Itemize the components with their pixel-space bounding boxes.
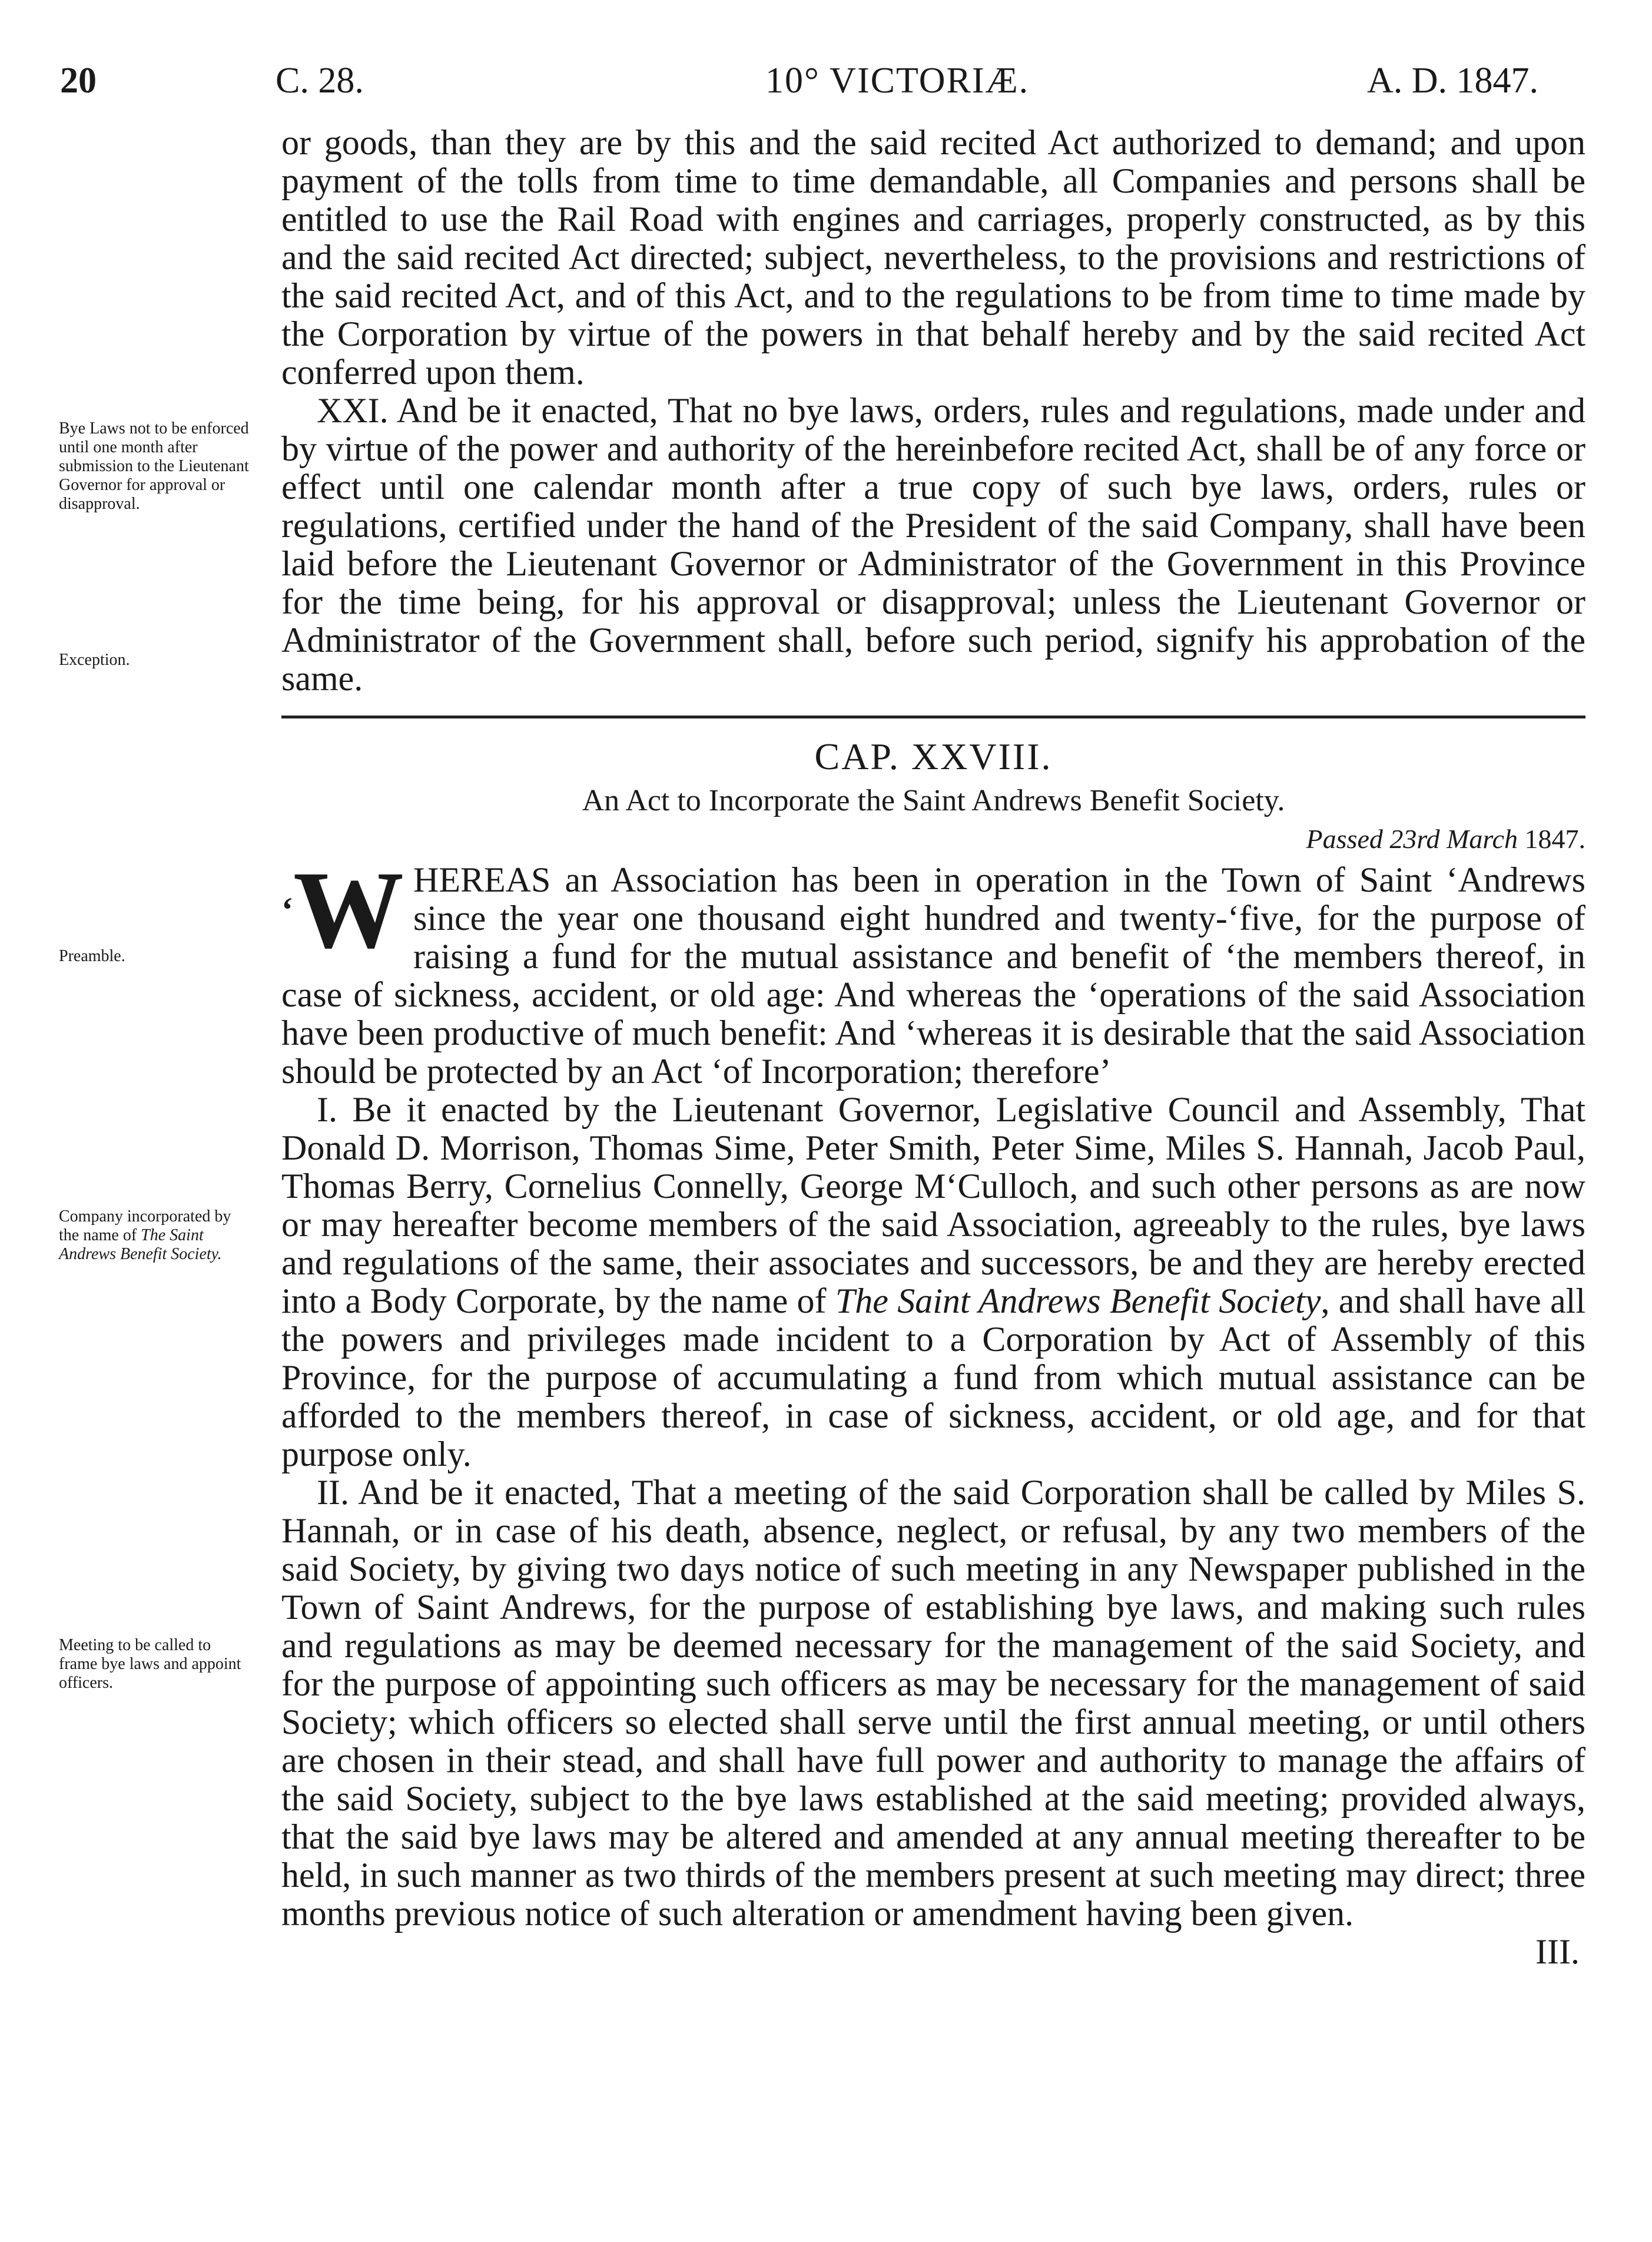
margin-note-incorporated-text: Company incorporated by the name of <box>59 1207 231 1244</box>
catchword-text: III. <box>1535 1932 1580 1971</box>
margin-note-bye-laws: Bye Laws not to be enforced until one month after submission to the Lieutenant Governor for approval or disapproval. <box>59 419 249 513</box>
anno-domini: A. D. 1847. <box>1367 61 1539 101</box>
catchword <box>281 1933 1585 1971</box>
margin-note-preamble: Preamble. <box>59 947 125 965</box>
section-i-text-1: I. Be it enacted by the Lieutenant Governor, Legislative Council and Assembly, That Donald D. Morrison, Thomas Sime, Peter Smith, Peter Sime, Miles S. Hannah, Jacob Paul, Thomas Berry, Cornelius Connelly, George M‘Culloch, and such other persons as are now or may hereafter become members of the said Association, agreeably to the rules, bye laws and regulations of the same, their associates and successors, be and they are hereby erected into a Body Corporate, by the name of <box>281 1090 1585 1320</box>
margin-note-exception: Exception. <box>59 651 130 669</box>
page-number: 20 <box>60 61 97 101</box>
act-title: An Act to Incorporate the Saint Andrews Benefit Society. <box>582 784 1285 817</box>
margin-note-meeting: Meeting to be called to frame bye laws and appoint officers. <box>59 1636 241 1692</box>
preamble-open-quote: ‘ <box>281 890 293 929</box>
section-divider <box>281 716 1585 718</box>
regnal-year: 10° VICTORIÆ. <box>765 61 1030 101</box>
section-i-text-2: , and shall have all the powers and privileges made incident to a Corporation by Act of Assembly of this Province, for the purpose of accumulating a fund from which mutual assistance can be afforded to the members thereof, in case of sickness, accident, or old age, and for that purpose only. <box>281 1281 1585 1473</box>
passed-date <box>281 822 1585 856</box>
society-name: The Saint Andrews Benefit Society <box>835 1281 1321 1320</box>
section-xxi: XXI. And be it enacted, That no bye laws, orders, rules and regulations, made under and by virtue of the power and authority of the hereinbefore recited Act, shall be of any force or effect until one calendar month after a true copy of such bye laws, orders, rules or regulations, certified under the hand of the President of the said Company, shall have been laid before the Lieutenant Governor or Administrator of the Government in this Province for the time being, for his approval or disapproval; unless the Lieutenant Governor or Administrator of the Government shall, before such period, signify his approbation of the same. <box>281 391 1585 698</box>
margin-note-incorporated-italic: The Saint Andrews Benefit Society. <box>59 1226 222 1263</box>
chapter-label: C. 28. <box>276 61 364 101</box>
section-xx-continued: or goods, than they are by this and the said recited Act authorized to demand; and upon payment of the tolls from time to time demandable, all Companies and persons shall be entitled to use the Rail Road with engines and carriages, properly constructed, as by this and the said recited Act directed; subject, nevertheless, to the provisions and restrictions of the said recited Act, and of this Act, and to the regulations to be from time to time made by the Corporation by virtue of the powers in that behalf hereby and by the said recited Act conferred upon them. <box>281 123 1585 392</box>
drop-cap-initial <box>281 848 404 971</box>
margin-note-incorporated <box>59 1207 253 1264</box>
section-ii: II. And be it enacted, That a meeting of the said Corporation shall be called by Miles S. Hannah, or in case of his death, absence, neglect, or refusal, by any two members of the said Society, by giving two days notice of such meeting in any Newspaper published in the Town of Saint Andrews, for the purpose of establishing bye laws, and making such rules and regulations as may be deemed necessary for the management of the said Society, and for the purpose of appointing such officers as may be necessary for the management of said Society; which officers so elected shall serve until the first annual meeting, or until others are chosen in their stead, and shall have full power and authority to manage the affairs of the said Society, subject to the bye laws established at the said meeting; provided always, that the said bye laws may be altered and amended at any annual meeting thereafter to be held, in such manner as two thirds of the members present at such meeting may direct; three months previous notice of such alteration or amendment having been given. <box>281 1473 1585 1933</box>
cap-heading: CAP. XXVIII. <box>814 736 1053 777</box>
preamble-text: HEREAS an Association has been in operation in the Town of Saint ‘Andrews since the year one thousand eight hundred and twenty-‘five, for the purpose of raising a fund for the mutual assistance and benefit of ‘the members thereof, in case of sickness, accident, or old age: And whereas the ‘operations of the said Association have been productive of much benefit: And ‘whereas it is desirable that the said Association should be protected by an Act ‘of Incorporation; therefore’ <box>281 860 1585 1091</box>
passed-label: Passed 23rd March <box>1306 824 1518 854</box>
body-column <box>281 124 1585 1971</box>
preamble-paragraph <box>281 848 1585 1091</box>
drop-cap-letter: W <box>293 848 404 971</box>
passed-year: 1847. <box>1524 824 1585 854</box>
section-i <box>281 1091 1585 1473</box>
